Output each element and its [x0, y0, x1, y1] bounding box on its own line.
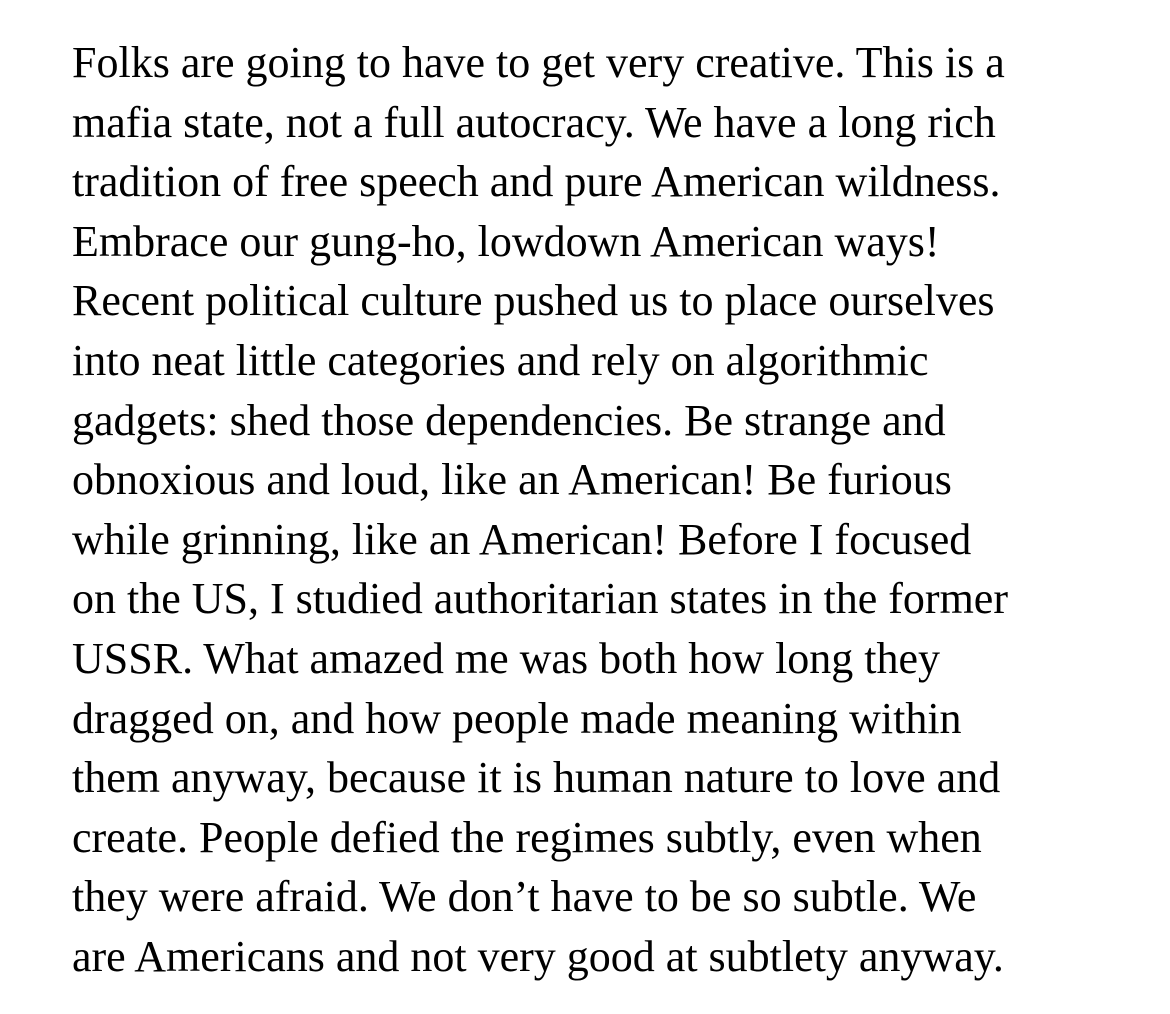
- text-line: obnoxious and loud, like an American! Be furious: [72, 455, 952, 505]
- text-line: Recent political culture pushed us to place ourselves: [72, 276, 995, 326]
- text-line: Folks are going to have to get very creative. This is a: [72, 38, 1005, 87]
- text-line: them anyway, because it is human nature to love and: [72, 753, 1001, 803]
- text-line: dragged on, and how people made meaning within: [72, 693, 962, 743]
- text-line: mafia state, not a full autocracy. We have a long rich: [72, 97, 996, 147]
- text-line: are Americans and not very good at subtlety anyway.: [72, 931, 1004, 981]
- text-line: they were afraid. We don’t have to be so subtle. We: [72, 872, 977, 922]
- text-line: gadgets: shed those dependencies. Be strange and: [72, 395, 946, 445]
- text-line: create. People defied the regimes subtly, even when: [72, 812, 982, 862]
- text-line: tradition of free speech and pure American wildness.: [72, 157, 1001, 207]
- text-line: into neat little categories and rely on algorithmic: [72, 335, 929, 385]
- text-line: Embrace our gung-ho, lowdown American ways!: [72, 216, 940, 266]
- quote-text-block: [72, 33, 1132, 987]
- text-line: on the US, I studied authoritarian states in the former: [72, 574, 1008, 624]
- text-line: while grinning, like an American! Before I focused: [72, 514, 972, 564]
- text-line: USSR. What amazed me was both how long they: [72, 633, 941, 683]
